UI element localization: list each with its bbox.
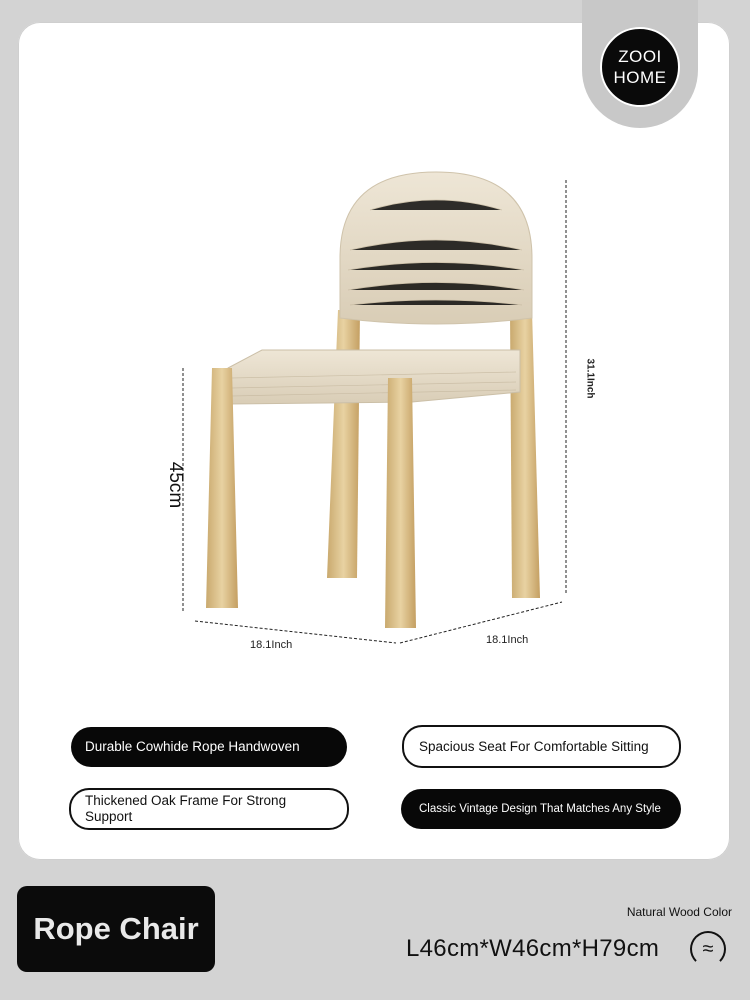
width-left-label: 18.1Inch <box>250 639 293 651</box>
feature-text: Spacious Seat For Comfortable Sitting <box>419 738 649 754</box>
feature-pill-frame <box>69 788 349 830</box>
brand-line-2: HOME <box>613 68 667 87</box>
product-title-box <box>17 886 215 972</box>
product-title: Rope Chair <box>33 911 199 946</box>
seat-height-label: 45cm <box>165 461 187 509</box>
color-label: Natural Wood Color <box>626 905 732 919</box>
feature-text: Thickened Oak Frame For Strong Support <box>85 793 287 824</box>
brand-line-1: ZOOI <box>618 47 662 66</box>
feature-text: Classic Vintage Design That Matches Any Style <box>419 803 661 815</box>
dim-line-width-right <box>400 602 562 643</box>
feature-pill-seat <box>402 725 681 768</box>
dim-line-width-left <box>195 621 396 643</box>
feature-text: Durable Cowhide Rope Handwoven <box>85 739 300 754</box>
total-height-label: 31.1Inch <box>584 358 596 399</box>
waves-icon: ≈ <box>690 931 726 967</box>
chair-illustration <box>150 160 600 660</box>
brand-logo <box>600 27 680 107</box>
feature-pill-rope <box>71 727 347 767</box>
feature-pill-design <box>401 789 681 829</box>
size-label: L46cm*W46cm*H79cm <box>406 935 660 962</box>
front-leg-right <box>385 378 416 628</box>
width-right-label: 18.1Inch <box>486 634 529 646</box>
